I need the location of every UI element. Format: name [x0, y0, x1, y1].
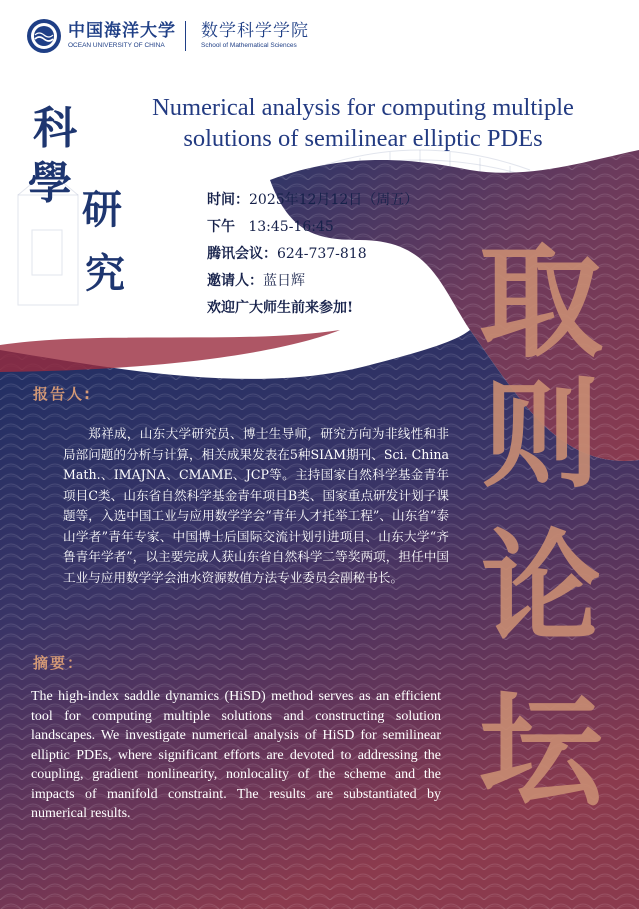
abstract-heading: 摘要： — [33, 654, 85, 672]
brush-char-4: 坛 — [478, 679, 603, 824]
university-name-cn: 中国海洋大学 — [68, 20, 176, 41]
university-emblem-icon — [26, 18, 62, 54]
time-value: 2025年12月12日（周五） — [249, 192, 419, 208]
event-info — [207, 187, 418, 322]
meeting-line — [207, 241, 418, 268]
brush-char-2: 则 — [481, 365, 600, 504]
brush-char-1: 取 — [478, 230, 603, 375]
meeting-label: 腾讯会议： — [207, 246, 277, 262]
afternoon-value: 13:45-16:45 — [248, 219, 334, 235]
inviter-value: 蓝日辉 — [263, 273, 305, 289]
side-char-3: 研 — [82, 186, 122, 233]
welcome-text: 欢迎广大师生前来参加! — [207, 300, 354, 316]
meeting-value: 624-737-818 — [277, 246, 367, 262]
welcome-line — [207, 295, 418, 322]
talk-title: Numerical analysis for computing multiple solutions of semilinear elliptic PDEs — [152, 94, 574, 152]
speaker-heading: 报告人: — [33, 385, 92, 403]
university-name-en: OCEAN UNIVERSITY OF CHINA — [68, 41, 165, 49]
header-divider — [185, 21, 186, 51]
school-name-cn: 数学科学学院 — [201, 20, 309, 41]
side-char-4: 究 — [85, 250, 125, 297]
side-char-1: 科 — [33, 103, 77, 154]
abstract-text: The high-index saddle dynamics (HiSD) method serves as an efficient tool for computing multiple solutions and constructing solution landscapes. We investigate numerical analysis of HiSD for semilinear elliptic PDEs, where significant efforts are devoted to addressing the coupling, gradient nonlinearity, nonlocality of the scheme and the impacts of manifold constraint. The results are substantiated by numerical results. — [31, 689, 441, 821]
side-char-2: 學 — [28, 158, 72, 209]
brush-char-3: 论 — [481, 517, 601, 658]
afternoon-line — [207, 214, 418, 241]
inviter-line — [207, 268, 418, 295]
header-logo-bar — [26, 18, 309, 54]
school-name-en: School of Mathematical Sciences — [201, 41, 297, 49]
time-label: 时间： — [207, 192, 249, 208]
time-line — [207, 187, 418, 214]
speaker-bio: 郑祥成，山东大学研究员、博士生导师，研究方向为非线性和非局部问题的分析与计算，相关成果发表在5种SIAM期刊、Sci. China Math.、IMAJNA、CMAME、JCP等。主持国家自然科学基金青年项目C类、山东省自然科学基金青年项目B类、国家重点研发计划子课题等，入选中国工业与应用数学学会“青年人才托举工程”、山东省“泰山学者”青年专家、中国博士后国际交流计划引进项目、山东大学“齐鲁青年学者”，以主要完成人获山东省自然科学二等奖两项，担任中国工业与应用数学学会油水资源数值方法专业委员会副秘书长。 — [63, 426, 449, 585]
afternoon-label: 下午 — [207, 219, 235, 235]
inviter-label: 邀请人： — [207, 273, 263, 289]
